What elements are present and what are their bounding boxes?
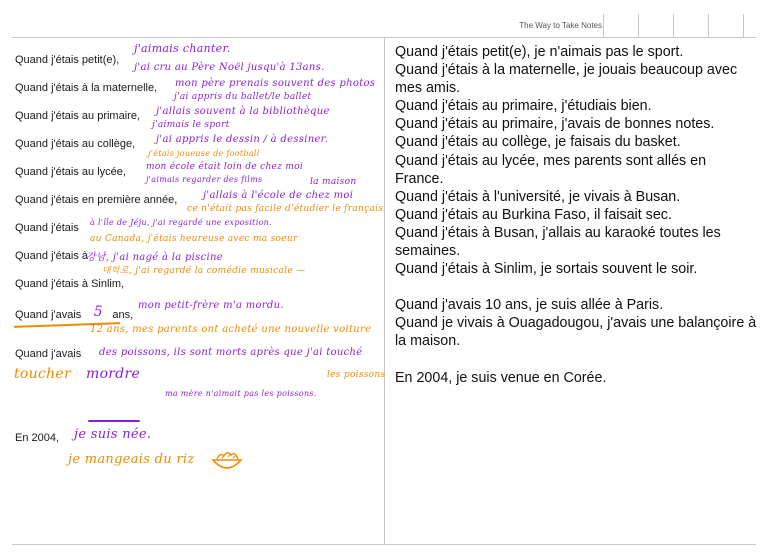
prompt-primaire: Quand j'étais au primaire,	[15, 110, 140, 122]
hw-pere-noel: j'ai cru au Père Noël jusqu'à 13ans.	[134, 62, 325, 73]
typed-notes-pane[interactable]	[395, 43, 757, 387]
hw-age-five: 5	[93, 304, 103, 320]
prompt-avais-suffix: ans,	[112, 309, 134, 321]
hw-canada: au Canada, j'étais heureuse avec ma soeur	[90, 234, 298, 244]
app-title: The Way to Take Notes	[519, 21, 602, 30]
prompt-2004: En 2004,	[15, 432, 60, 444]
hw-dessin: j'ai appris le dessin / à dessiner.	[156, 134, 329, 145]
hw-ballet: j'ai appris du ballet/le ballet	[174, 92, 312, 102]
sentence-11: Quand j'avais 10 ans, je suis allée à Paris.	[395, 297, 664, 314]
sentence-6: Quand j'étais au lycée, mes parents sont allés en France.	[395, 152, 707, 187]
hw-bibliotheque: j'allais souvent à la bibliothèque	[156, 106, 330, 117]
hw-toucher: toucher	[14, 366, 72, 382]
sentence-2: Quand j'étais à la maternelle, je jouais beaucoup avec mes amis.	[395, 62, 738, 97]
rice-bowl-icon	[210, 448, 244, 472]
sentence-12: Quand je vivais à Ouagadougou, j'avais une balançoire à la maison.	[395, 315, 757, 350]
hw-ecole-loin: mon école était loin de chez moi	[146, 162, 304, 172]
prompt-college: Quand j'étais au collège,	[15, 138, 136, 150]
prompt-lycee: Quand j'étais au lycée,	[15, 166, 126, 178]
hw-films: j'aimais regarder des films	[146, 175, 263, 184]
page-divider	[384, 38, 385, 544]
hw-pere-photos: mon père prenais souvent des photos	[175, 78, 376, 89]
sentence-4: Quand j'étais au primaire, j'avais de bonnes notes.	[395, 116, 715, 133]
prompt-avais-1	[15, 306, 133, 322]
hw-piscine: 강남, j'ai nagé à la piscine	[86, 252, 223, 263]
prompt-maternelle: Quand j'étais à la maternelle,	[15, 82, 158, 94]
prompt-etais-a: Quand j'étais à	[15, 250, 89, 262]
sentence-10: Quand j'étais à Sinlim, je sortais souvent le soir.	[395, 261, 698, 278]
prompt-petit: Quand j'étais petit(e),	[15, 54, 120, 66]
hw-francais: ce n'était pas facile d'étudier le français	[187, 204, 384, 214]
sentence-13: En 2004, je suis venue en Corée.	[395, 369, 607, 386]
hw-suis-nee: je suis née.	[74, 427, 152, 442]
prompt-premiere-annee: Quand j'étais en première année,	[15, 194, 178, 206]
hw-mere-poissons: ma mère n'aimait pas les poissons.	[165, 389, 317, 398]
hw-comedie-musicale: 대학로, j'ai regardé la comédie musicale —	[102, 266, 306, 276]
sentence-1: Quand j'étais petit(e), je n'aimais pas le sport.	[395, 44, 684, 60]
hw-poissons-morts: des poissons, ils sont morts après que j'ai touché	[99, 347, 363, 358]
sentence-3: Quand j'étais au primaire, j'étudiais bien.	[395, 98, 652, 115]
prompt-sinlim: Quand j'étais à Sinlim,	[15, 278, 125, 290]
bottom-rule	[12, 544, 756, 545]
hw-jeju-exposition: à l'île de Jéju, j'ai regardé une exposition.	[90, 218, 272, 227]
hw-ecole-chez-moi: j'allais à l'école de chez moi	[203, 190, 354, 201]
hw-la-maison: la maison	[310, 177, 357, 187]
prompt-avais-2: Quand j'avais	[15, 348, 82, 360]
mordre-underline	[88, 420, 140, 422]
hw-les-poissons: les poissons	[327, 370, 386, 380]
toolbar-tab-1[interactable]	[603, 14, 638, 38]
paragraph-gap	[395, 351, 757, 369]
sentence-8: Quand j'étais au Burkina Faso, il faisait sec.	[395, 206, 672, 223]
hw-petit-frere: mon petit-frère m'a mordu.	[138, 300, 284, 311]
prompt-avais-text: Quand j'avais	[15, 309, 82, 321]
toolbar-tab-3[interactable]	[673, 14, 708, 38]
app-header	[0, 0, 768, 38]
sentence-7: Quand j'étais à l'université, je vivais à Busan.	[395, 188, 681, 205]
hw-mordre: mordre	[86, 366, 141, 382]
toolbar-tab-4[interactable]	[708, 14, 744, 38]
paragraph-gap	[395, 278, 757, 296]
hw-aimais-chanter: j'aimais chanter.	[134, 42, 231, 55]
sentence-9: Quand j'étais à Busan, j'allais au karaoké toutes les semaines.	[395, 224, 721, 260]
hw-mangeais-riz: je mangeais du riz	[68, 452, 195, 467]
prompt-etais: Quand j'étais	[15, 222, 79, 234]
hw-aimais-sport: j'aimais le sport	[152, 120, 230, 130]
hw-nouvelle-voiture: 12 ans, mes parents ont acheté une nouvelle voiture	[90, 324, 372, 335]
toolbar-tab-2[interactable]	[638, 14, 673, 38]
handwritten-notes-pane[interactable]	[0, 38, 384, 544]
hw-football: j'étais joueuse de football	[148, 149, 260, 158]
sentence-5: Quand j'étais au collège, je faisais du basket.	[395, 134, 681, 151]
